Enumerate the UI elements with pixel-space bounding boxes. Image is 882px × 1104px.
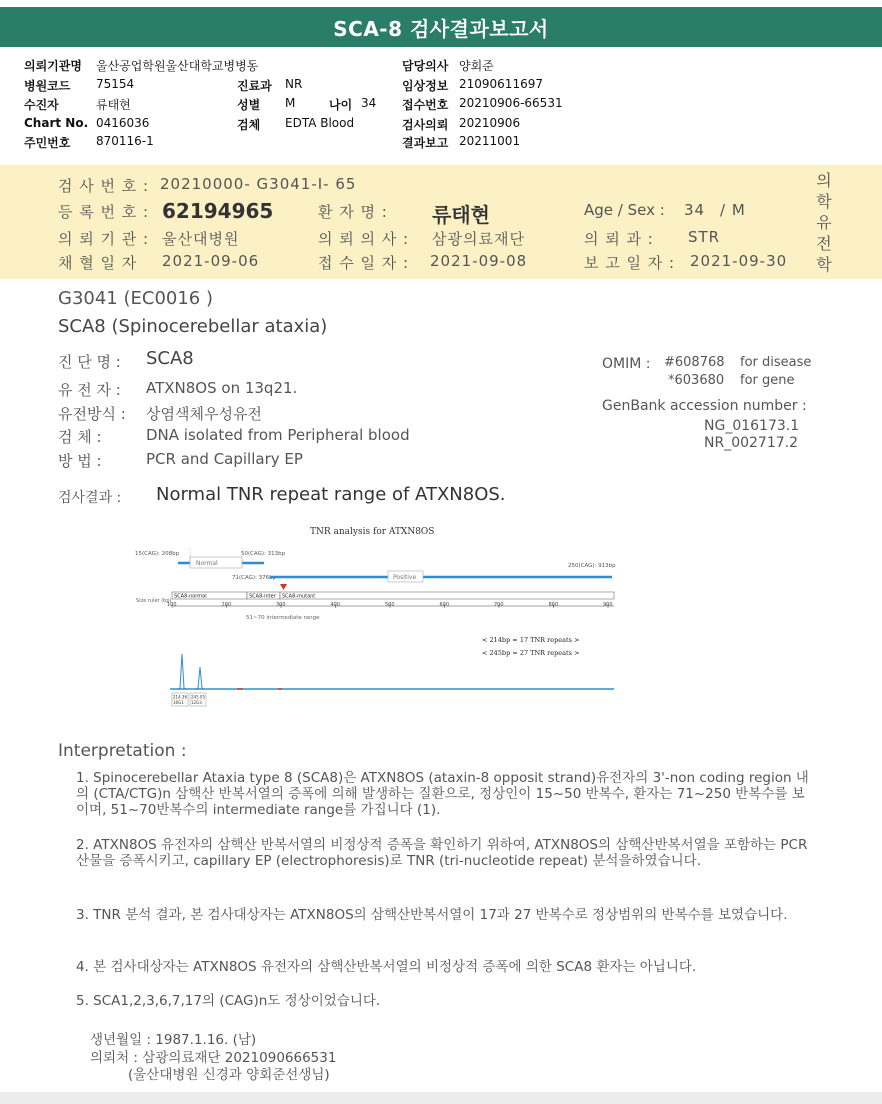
patient-label: 환 자 명 : <box>318 203 388 221</box>
side-char: 전 <box>816 234 832 253</box>
peak-label-code: 12G3 <box>191 700 202 705</box>
intermediate-marker <box>280 584 287 590</box>
resident-no-label: 주민번호 <box>24 136 71 150</box>
institution-value: 울산공업학원울산대학교병병동 <box>96 59 259 73</box>
receipt-label: 접 수 일 자 : <box>318 254 410 272</box>
receipt-value: 2021-09-08 <box>430 252 528 270</box>
bar-mutant-label: SCA8-mutant <box>282 593 316 600</box>
chart-no-value: 0416036 <box>96 116 150 130</box>
result-value: Normal TNR repeat range of ATXN8OS. <box>156 484 506 505</box>
examinee-label: 수진자 <box>24 98 59 112</box>
interpretation-item-5: 5. SCA1,2,3,6,7,17의 (CAG)n도 정상이었습니다. <box>76 993 381 1009</box>
bar-mutant <box>280 592 614 599</box>
specimen-detail-label: 검 체 : <box>58 428 102 446</box>
receipt-no-value: 20210906-66531 <box>459 96 563 110</box>
clinical-info-label: 임상정보 <box>402 79 449 93</box>
side-char: 유 <box>816 213 832 232</box>
req-inst-label: 의 뢰 기 관 : <box>58 230 150 248</box>
diagnosis-label: 진 단 명 : <box>58 353 121 371</box>
axis-tick-label: 800 <box>548 602 559 608</box>
omim-label: OMIM : <box>602 356 651 372</box>
chart-no-label: Chart No. <box>24 116 89 130</box>
test-request-value: 20210906 <box>459 116 521 130</box>
result-report-label: 결과보고 <box>402 136 449 150</box>
normal-high-label: 50(CAG): 313bp <box>241 551 286 557</box>
specimen-value: EDTA Blood <box>285 116 355 130</box>
omim-disease-note: for disease <box>740 355 812 370</box>
hospital-code-label: 병원코드 <box>24 79 71 93</box>
interpretation-item-3: 3. TNR 분석 결과, 본 검사대상자는 ATXN8OS의 삼핵산반복서열이 17과 27 반복수로 정상범위의 반복수를 보였습니다. <box>76 907 788 923</box>
axis-tick-label: 200 <box>221 602 232 608</box>
tnr-chart <box>130 520 630 720</box>
test-code: G3041 (EC0016 ) <box>58 288 213 309</box>
chart-title: TNR analysis for ATXN8OS <box>310 527 435 537</box>
peak-annotation: < 214bp = 17 TNR repeats > <box>482 636 580 644</box>
req-inst-value: 울산대병원 <box>162 230 240 248</box>
report-value: 2021-09-30 <box>690 252 788 270</box>
clinical-info-value: 21090611697 <box>459 77 543 91</box>
peak-annotation: < 245bp = 27 TNR repeats > <box>482 649 580 657</box>
axis-tick-label: 900 <box>603 602 613 608</box>
req-dept-value: STR <box>688 228 721 246</box>
req-dept-label: 의 뢰 과 : <box>584 230 654 248</box>
report-title-banner <box>0 7 882 47</box>
interpretation-item-4: 4. 본 검사대상자는 ATXN8OS 유전자의 삼핵산반복서열의 비정상적 증폭에 의한 SCA8 환자는 아닙니다. <box>76 959 697 975</box>
doctor-label: 담당의사 <box>402 59 449 73</box>
test-request-label: 검사의뢰 <box>402 118 449 132</box>
axis-tick-label: 700 <box>494 602 504 608</box>
result-report-value: 20211001 <box>459 134 521 148</box>
specimen-label: 검체 <box>237 118 261 132</box>
accession-2: NR_002717.2 <box>704 435 799 451</box>
chart-layer <box>135 548 616 706</box>
peak-245 <box>196 667 204 689</box>
normal-box-label: Normal <box>196 560 218 567</box>
reg-no-label: 등 록 번 호 : <box>58 203 150 221</box>
peak-label-size: 245.05 <box>191 694 205 700</box>
department-value: NR <box>285 77 303 91</box>
side-char: 학 <box>816 255 832 274</box>
method-value: PCR and Capillary EP <box>146 450 303 468</box>
diagnosis-value: SCA8 <box>146 348 194 369</box>
department-label: 진료과 <box>237 79 272 93</box>
gene-label: 유 전 자 : <box>58 381 121 399</box>
inheritance-label: 유전방식 : <box>58 405 126 423</box>
footer-birth: 생년월일 : 1987.1.16. (남) <box>90 1032 257 1048</box>
patho-low-label: 71(CAG): 376bp <box>232 575 277 581</box>
sex-band-value: / M <box>720 201 746 219</box>
axis-tick-label: 100 <box>167 602 177 608</box>
age-label: 나이 <box>329 98 353 112</box>
side-vertical-label <box>812 170 836 275</box>
axis-tick-label: 300 <box>276 602 286 608</box>
receipt-no-label: 접수번호 <box>402 98 449 112</box>
test-no-label: 검 사 번 호 : <box>58 177 150 195</box>
axis-tick-label: 500 <box>385 602 395 608</box>
footer-note: (울산대병원 신경과 양회준선생님) <box>128 1067 330 1083</box>
report-title: SCA-8 검사결과보고서 <box>333 16 549 41</box>
method-label: 방 법 : <box>58 452 102 470</box>
genbank-label: GenBank accession number : <box>602 398 807 414</box>
resident-no-value: 870116-1 <box>96 134 154 148</box>
sex-value: M <box>285 96 296 110</box>
collect-label: 채 혈 일 자 <box>58 254 138 272</box>
side-char: 의 <box>816 171 832 190</box>
collect-value: 2021-09-06 <box>162 252 260 270</box>
age-sex-label: Age / Sex : <box>584 201 665 219</box>
bottom-margin <box>0 1092 882 1104</box>
report-label: 보 고 일 자 : <box>584 254 676 272</box>
interpretation-title: Interpretation : <box>58 741 187 761</box>
positive-box-label: Positive <box>393 574 417 581</box>
interpretation-item-1: 1. Spinocerebellar Ataxia type 8 (SCA8)은 ATXN8OS (ataxin-8 opposit strand)유전자의 3'-non coding region 내의 (CTA/CTG)n 삼핵산 반복서열의 증폭에 의해 발생하는 질환으로, 정상인이 15~50 반복수, 환자는 71~250 반복수를 보이며, 51~70반복수의 intermediate range를 가집니다 (1). <box>76 770 809 818</box>
peak-label-code: 16G1 <box>173 700 184 705</box>
age-band-value: 34 <box>684 201 706 219</box>
bar-normal-label: SCA8-normal <box>174 593 207 600</box>
axis-tick-label: 600 <box>439 602 450 608</box>
accession-1: NG_016173.1 <box>704 418 800 434</box>
test-name: SCA8 (Spinocerebellar ataxia) <box>58 316 328 337</box>
intermediate-range-label: 51~70 intermediate range <box>246 615 320 621</box>
doctor-value: 양회준 <box>459 59 494 73</box>
examinee-value: 류태현 <box>96 98 131 112</box>
req-doctor-value: 삼광의료재단 <box>432 230 525 248</box>
reg-no-value: 62194965 <box>162 199 274 223</box>
inheritance-value: 상염색체우성유전 <box>146 405 262 423</box>
result-label: 검사결과 : <box>58 490 122 506</box>
footer-requester: 의뢰처 : 삼광의료재단 2021090666531 <box>90 1050 337 1066</box>
peak-214 <box>178 654 186 689</box>
interpretation-item-2: 2. ATXN8OS 유전자의 삼핵산 반복서열의 비정상적 증폭을 확인하기 위하여, ATXN8OS의 삼핵산반복서열을 포함하는 PCR 산물을 증폭시키고, capillary EP (electrophoresis)로 TNR (tri-nucleotide repeat) 분석을하였습니다. <box>76 837 808 869</box>
bar-inter-label: SCA8-inter <box>249 593 276 600</box>
institution-label: 의뢰기관명 <box>24 59 82 73</box>
specimen-detail-value: DNA isolated from Peripheral blood <box>146 426 410 444</box>
axis-tick-label: 400 <box>330 602 341 608</box>
omim-gene-note: for gene <box>740 373 795 388</box>
patient-value: 류태현 <box>432 203 490 227</box>
omim-gene-code: *603680 <box>668 373 725 388</box>
age-value: 34 <box>361 96 377 110</box>
gene-value: ATXN8OS on 13q21. <box>146 379 298 397</box>
sex-label: 성별 <box>237 98 261 112</box>
omim-disease-code: #608768 <box>664 355 725 370</box>
hospital-code-value: 75154 <box>96 77 135 91</box>
test-no-value: 20210000- G3041-I- 65 <box>160 175 357 193</box>
peak-label-size: 214.36 <box>173 694 187 700</box>
normal-low-label: 15(CAG): 208bp <box>135 551 180 557</box>
side-char: 학 <box>816 192 832 211</box>
patho-high-label: 250(CAG): 913bp <box>568 563 616 569</box>
axis-label: Size ruler (bp) <box>136 598 172 604</box>
req-doctor-label: 의 뢰 의 사 : <box>318 230 410 248</box>
